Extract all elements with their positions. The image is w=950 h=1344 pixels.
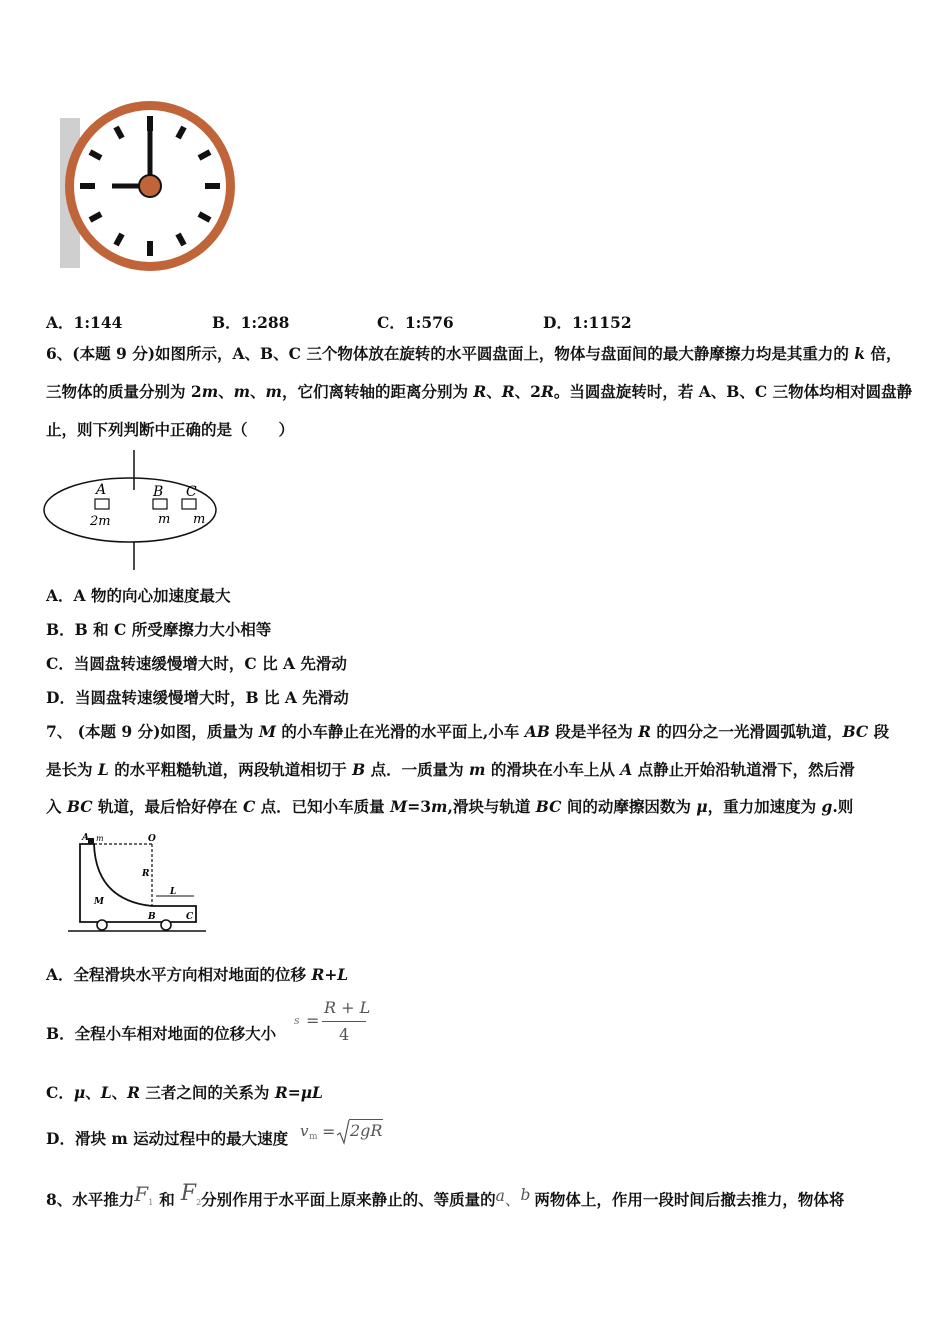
q7-optc-c: 、 bbox=[85, 1083, 101, 1102]
q6-option-b: B．B 和 C 所受摩擦力大小相等 bbox=[46, 620, 272, 639]
q7-optd-radical bbox=[336, 1119, 350, 1145]
q5-option-c-text: 1:576 bbox=[404, 313, 454, 332]
q7-optb-text: B．全程小车相对地面的位移大小 bbox=[46, 1024, 277, 1043]
q7-l3eq: M bbox=[390, 797, 408, 816]
q7-l3f: ，重力加速度为 bbox=[707, 797, 822, 816]
q7-l2b: 的水平粗糙轨道，两段轨道相切于 bbox=[108, 760, 353, 779]
q7-optb-num: R + L bbox=[324, 998, 371, 1017]
q8-sep: 、 bbox=[504, 1191, 521, 1209]
q7-stem-line1 bbox=[46, 722, 889, 742]
q5-option-d-key: D． bbox=[543, 313, 572, 332]
q5-option-b-key: B． bbox=[212, 313, 241, 332]
q7-l3BC: BC bbox=[66, 797, 93, 816]
q7-optc-b: μ bbox=[73, 1083, 86, 1102]
q7-l1a: 7、 (本题 9 分)如图，质量为 bbox=[46, 722, 259, 741]
q7-option-b bbox=[46, 1024, 276, 1044]
q7-l1d: 的四分之一光滑圆弧轨道， bbox=[651, 722, 843, 741]
q5-option-a-key: A． bbox=[46, 313, 74, 332]
label-c: C bbox=[186, 484, 197, 500]
q7-l2a: 是长为 bbox=[46, 760, 98, 779]
q7-l3e: 间的动摩擦因数为 bbox=[561, 797, 697, 816]
q6-l1k: k bbox=[854, 344, 866, 363]
q7-opta-expr: R+L bbox=[311, 965, 349, 984]
q7-l1M: M bbox=[258, 722, 276, 741]
q7-l2B: B bbox=[352, 760, 366, 779]
fig-label-o: O bbox=[148, 834, 156, 844]
q8-b: 和 bbox=[159, 1190, 175, 1209]
q7-l3C: C bbox=[242, 797, 256, 816]
q7-l3m: m bbox=[431, 797, 448, 816]
q7-optd-vinculum bbox=[349, 1119, 383, 1120]
q7-l1AB: AB bbox=[524, 722, 550, 741]
cart-figure bbox=[64, 830, 210, 938]
q8-d: 两物体上，作用一段时间后撤去推力，物体将 bbox=[534, 1190, 845, 1209]
q7-option-a bbox=[46, 965, 348, 985]
q7-optc-d: L bbox=[100, 1083, 112, 1102]
q7-l3eq2: =3 bbox=[407, 797, 432, 816]
fig-label-r: R bbox=[142, 869, 150, 879]
q7-optd-text: D．滑块 m 运动过程中的最大速度 bbox=[46, 1129, 289, 1148]
q6-l2m3: m bbox=[265, 382, 282, 401]
q7-l1e: 段 bbox=[868, 722, 890, 741]
q7-optb-eq: = bbox=[306, 1011, 320, 1030]
q7-optb-bar bbox=[322, 1021, 366, 1022]
q5-option-a-text: 1:144 bbox=[73, 313, 123, 332]
q7-optd-rad: 2gR bbox=[350, 1121, 383, 1140]
clock-center bbox=[139, 175, 161, 197]
q6-l3: 止，则下列判断中正确的是（ ） bbox=[46, 420, 295, 439]
q8-a: 8、水平推力 bbox=[46, 1190, 135, 1209]
q8-va: a bbox=[495, 1187, 505, 1205]
q6-l2d: ，它们离转轴的距离分别为 bbox=[281, 382, 474, 401]
q6-option-c: C．当圆盘转速缓慢增大时，C 比 A 先滑动 bbox=[46, 654, 347, 673]
q7-optb-den: 4 bbox=[339, 1025, 350, 1044]
q7-optb-formula bbox=[294, 998, 374, 1046]
fig-label-l: L bbox=[170, 887, 177, 897]
q6-stem-line3 bbox=[46, 420, 294, 440]
q7-optc-a: C． bbox=[46, 1083, 74, 1102]
cart-body bbox=[80, 844, 196, 922]
q6-l2r3: R bbox=[540, 382, 554, 401]
q7-optc-h: R=μL bbox=[274, 1083, 323, 1102]
q5-option-d-text: 1:1152 bbox=[571, 313, 632, 332]
q6-l2a: 三物体的质量分别为 2 bbox=[46, 382, 202, 401]
q7-l3BC2: BC bbox=[535, 797, 562, 816]
q7-opta-text: A．全程滑块水平方向相对地面的位移 bbox=[46, 965, 312, 984]
q7-option-c bbox=[46, 1083, 323, 1103]
block-c bbox=[182, 499, 196, 509]
q5-option-c-key: C． bbox=[377, 313, 405, 332]
mass-c: m bbox=[193, 512, 206, 527]
q7-stem-line3 bbox=[46, 797, 853, 817]
q6-l2e: 、 bbox=[486, 382, 502, 401]
q6-l2r1: R bbox=[473, 382, 487, 401]
fig-label-c: C bbox=[186, 912, 194, 922]
q7-l1b: 的小车静止在光滑的水平面上,小车 bbox=[276, 722, 525, 741]
q7-optd-formula bbox=[300, 1116, 390, 1150]
q8-f1: F bbox=[134, 1182, 149, 1206]
q7-l3h: .则 bbox=[832, 797, 854, 816]
wheel-right bbox=[161, 920, 171, 930]
q6-l2c: 、 bbox=[250, 382, 266, 401]
q6-stem-line1 bbox=[46, 344, 901, 364]
q7-l1c: 段是半径为 bbox=[549, 722, 639, 741]
q7-l3g: g bbox=[821, 797, 833, 816]
q8-sub1: 1 bbox=[148, 1198, 154, 1207]
q7-optc-g: 三者之间的关系为 bbox=[140, 1083, 275, 1102]
q8-vb: b bbox=[520, 1186, 531, 1204]
q6-l1b: 倍， bbox=[865, 344, 902, 363]
q8-c: 分别作用于水平面上原来静止的、等质量的 bbox=[201, 1190, 496, 1209]
q8-f2: F bbox=[180, 1181, 197, 1206]
q6-l2m1: m bbox=[201, 382, 219, 401]
q6-l2m2: m bbox=[233, 382, 251, 401]
q5-option-b-text: 1:288 bbox=[240, 313, 290, 332]
q7-l3a: 入 bbox=[46, 797, 67, 816]
turntable-figure bbox=[42, 448, 222, 572]
q7-l2L: L bbox=[97, 760, 109, 779]
q6-l1a: 6、(本题 9 分)如图所示，A、B、C 三个物体放在旋转的水平圆盘面上，物体与盘面间的最大静摩擦力均是其重力的 bbox=[46, 344, 855, 363]
q8-stem-line1 bbox=[46, 1181, 845, 1213]
q7-optd-eq: = bbox=[322, 1122, 336, 1141]
q7-l2A: A bbox=[620, 760, 633, 779]
q7-optc-f: R bbox=[127, 1083, 141, 1102]
q7-optc-e: 、 bbox=[111, 1083, 128, 1102]
q7-stem-line2 bbox=[46, 760, 855, 780]
mass-b: m bbox=[158, 512, 171, 527]
q6-l2b: 、 bbox=[218, 382, 234, 401]
q7-l2e: 点静止开始沿轨道滑下，然后滑 bbox=[632, 760, 855, 779]
q7-l1BC: BC bbox=[842, 722, 869, 741]
label-b: B bbox=[153, 484, 164, 500]
fig-label-m: m bbox=[96, 834, 104, 843]
q6-option-d: D．当圆盘转速缓慢增大时，B 比 A 先滑动 bbox=[46, 688, 349, 707]
q7-l3mu: μ bbox=[696, 797, 708, 816]
fig-label-b: B bbox=[148, 912, 156, 922]
block-a bbox=[95, 499, 109, 509]
q6-l2r2: R bbox=[501, 382, 515, 401]
label-a: A bbox=[96, 482, 107, 498]
q5-option-a bbox=[46, 311, 122, 333]
q7-l3c: 点．已知小车质量 bbox=[255, 797, 391, 816]
fig-label-a: A bbox=[82, 833, 89, 843]
q6-stem-line2 bbox=[46, 382, 912, 402]
q5-option-c bbox=[377, 311, 454, 333]
q7-optd-v: v bbox=[300, 1122, 309, 1140]
q7-l2m: m bbox=[469, 760, 486, 779]
q6-l2g: 。当圆盘旋转时，若 A、B、C 三物体均相对圆盘静 bbox=[553, 382, 913, 401]
q6-l2f: 、2 bbox=[514, 382, 541, 401]
fig-label-big-m: M bbox=[94, 897, 104, 907]
q7-l2d: 的滑块在小车上从 bbox=[485, 760, 621, 779]
q7-optb-s: s bbox=[294, 1014, 300, 1027]
wheel-left bbox=[97, 920, 107, 930]
block-b bbox=[153, 499, 167, 509]
q7-l1R: R bbox=[638, 722, 652, 741]
q7-optd-sub: m bbox=[309, 1132, 318, 1142]
mass-a: 2m bbox=[90, 514, 111, 529]
q7-l3d: ,滑块与轨道 bbox=[447, 797, 536, 816]
clock-figure bbox=[58, 98, 242, 276]
q7-option-d bbox=[46, 1129, 288, 1149]
q7-l2c: 点．一质量为 bbox=[365, 760, 470, 779]
q7-l3b: 轨道，最后恰好停在 bbox=[92, 797, 243, 816]
q5-option-d bbox=[543, 311, 632, 333]
q5-option-b bbox=[212, 311, 289, 333]
q8-sub2: 2 bbox=[196, 1198, 202, 1207]
q6-option-a: A．A 物的向心加速度最大 bbox=[46, 586, 231, 605]
